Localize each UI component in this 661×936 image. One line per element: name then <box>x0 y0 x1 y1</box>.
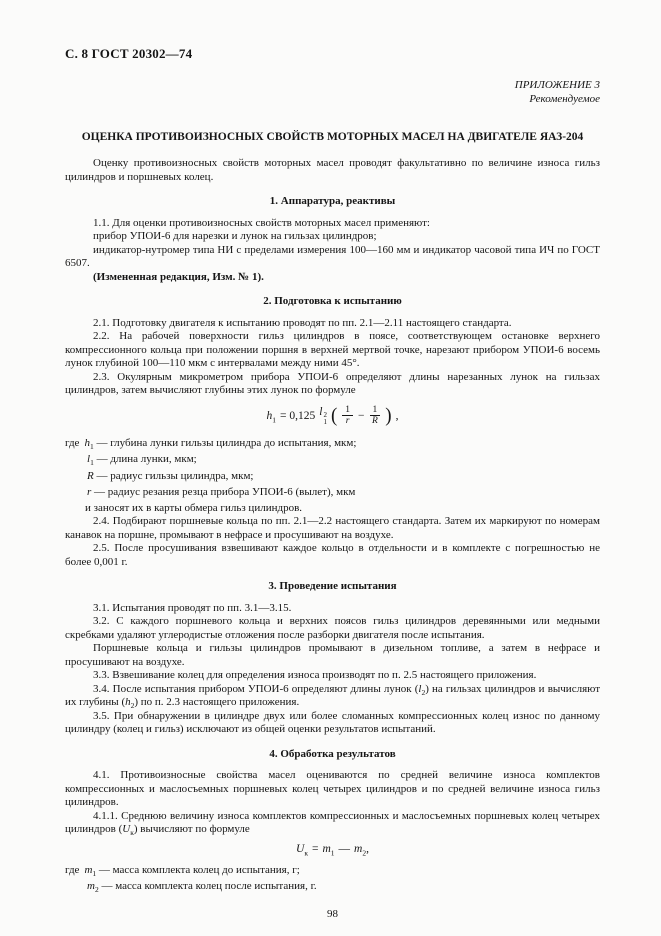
formula-groove-depth: $h_1$ = 0,125 l 2 1 ( $\frac{1}{r}$ − $\frac{1}{R}$ ) , <box>266 403 399 426</box>
paragraph-2-1: 2.1. Подготовку двигателя к испытанию проводят по пп. 2.1—2.11 настоящего стандарта. <box>93 316 512 329</box>
section-1-heading: 1. Аппаратура, реактивы <box>269 195 396 207</box>
section-4-heading: 4. Обработка результатов <box>269 747 396 760</box>
paragraph-record: и заносят их в карты обмера гильз цилиндров. <box>85 501 303 514</box>
paragraph-2-5: 2.5. После просушивания взвешивают каждое кольцо в отдельности и в комплекте с погрешностью не более 0,001 г. <box>65 542 600 568</box>
formula-minus: − <box>358 409 365 422</box>
formula-lhs: $h_1$ <box>266 409 276 424</box>
page-header-label: С. 8 ГОСТ 20302—74 <box>65 46 193 61</box>
formula-ring-wear <box>65 843 600 855</box>
paragraph-3-5: 3.5. При обнаружении в цилиндре двух или более сломанных компрессионных колец износ по данному цилиндру (колец и гильз) исключают из общей оценки результатов испытаний. <box>65 709 600 735</box>
paragraph-1-1: 1.1. Для оценки противоизносных свойств моторных масел применяют: <box>93 216 430 229</box>
paragraph-3-2: 3.2. С каждого поршневого кольца и верхних поясов гильз цилиндров деревянными или медными скребками удаляют углеродистые отложения после разборки двигателя после испытания. <box>65 615 600 641</box>
annex-block <box>65 78 600 106</box>
paragraph-3-2b: Поршневые кольца и гильзы цилиндров промывают в дизельном топливе, а затем в нефрасе и просушивают на воздухе. <box>65 642 600 668</box>
paragraph-3-4: 3.4. После испытания прибором УПОИ-6 определяют длины лунок $(l_2)$ на гильзах цилиндров и вычисляют их глубины $(h_2)$ по п. 2.3 настоящего приложения. <box>65 682 601 711</box>
formula-tail: , <box>395 409 399 422</box>
paragraph-4-1-1: 4.1.1. Среднюю величину износа комплектов компрессионных и маслосъемных поршневых колец четырех цилиндров $(U_к)$ вычисляют по формуле <box>65 809 600 838</box>
formula-coefficient: l 2 1 <box>319 405 327 426</box>
paragraph-3-1: 3.1. Испытания проводят по пп. 3.1—3.15. <box>93 601 292 614</box>
definition-m2: $m_2$ — масса комплекта колец после испытания, г. <box>87 880 317 895</box>
definition-R: R — радиус гильзы цилиндра, мкм; <box>87 469 254 482</box>
page-number: 98 <box>327 907 338 920</box>
intro-paragraph: Оценку противоизносных свойств моторных масел проводят факультативно по величине износа гильз цилиндров и поршневых колец. <box>65 157 600 183</box>
paragraph-3-3: 3.3. Взвешивание колец для определения износа производят по п. 2.5 настоящего приложения. <box>93 669 537 681</box>
document-title: ОЦЕНКА ПРОТИВОИЗНОСНЫХ СВОЙСТВ МОТОРНЫХ МАСЕЛ НА ДВИГАТЕЛЕ ЯАЗ-204 <box>81 131 584 143</box>
definition-h1: где $h_1$ — глубина лунки гильзы цилиндра до испытания, мкм; <box>65 436 357 451</box>
formula-u-m1: $m_1$ <box>322 842 335 857</box>
annex-note: Рекомендуемое <box>529 93 600 105</box>
paragraph-2-2: 2.2. На рабочей поверхности гильз цилиндров в поясе, соответствующем остановке верхнего компрессионного кольца при положении поршня в верхней мертвой точке, нарезают прибором УПОИ-6 восемь лунок глубиной 100—110 мкм с интервалами между ними 45°. <box>65 330 600 369</box>
fraction-1-over-R: $\frac{1}{R}$ <box>370 405 381 427</box>
paragraph-indicator: индикатор-нутромер типа НИ с пределами измерения 100—160 мм и индикатор часовой типа ИЧ по ГОСТ 6507. <box>65 243 600 269</box>
annex-label: ПРИЛОЖЕНИЕ 3 <box>514 79 600 91</box>
paragraph-4-1: 4.1. Противоизносные свойства масел оцениваются по средней величине износа комплектов компрессионных и маслосъемных поршневых колец четырех цилиндров и по средней величине износа гильз цилиндров. <box>65 769 600 808</box>
section-2-heading: 2. Подготовка к испытанию <box>263 295 402 307</box>
paragraph-2-3: 2.3. Окулярным микрометром прибора УПОИ-6 определяют длины нарезанных лунок на гильзах цилиндров, затем вычисляют глубины этих лунок по формуле <box>65 370 600 396</box>
definition-r: r — радиус резания резца прибора УПОИ-6 (вылет), мкм <box>87 486 356 498</box>
formula-eq: = 0,125 <box>280 409 316 422</box>
definition-m1: где $m_1$ — масса комплекта колец до испытания, г; <box>65 863 300 878</box>
formula-u-minus: — <box>338 842 351 855</box>
paragraph-amendment: (Измененная редакция, Изм. № 1). <box>93 270 264 283</box>
fraction-1-over-r: $\frac{1}{r}$ <box>342 405 353 427</box>
definition-l1: $l_1$ — длина лунки, мкм; <box>87 453 197 468</box>
paragraph-2-4: 2.4. Подбирают поршневые кольца по пп. 2.1—2.2 настоящего стандарта. Затем их маркируют по номерам канавок на поршне, промывают в нефрасе и просушивают на воздухе. <box>65 515 600 541</box>
formula-u-m2: $m_2$, <box>354 842 369 857</box>
section-3-heading: 3. Проведение испытания <box>268 580 397 592</box>
formula-u-eq: = <box>311 842 319 855</box>
paragraph-device: прибор УПОИ-6 для нарезки и лунок на гильзах цилиндров; <box>93 230 377 242</box>
formula-u-lhs: $U_к$ <box>296 842 308 857</box>
